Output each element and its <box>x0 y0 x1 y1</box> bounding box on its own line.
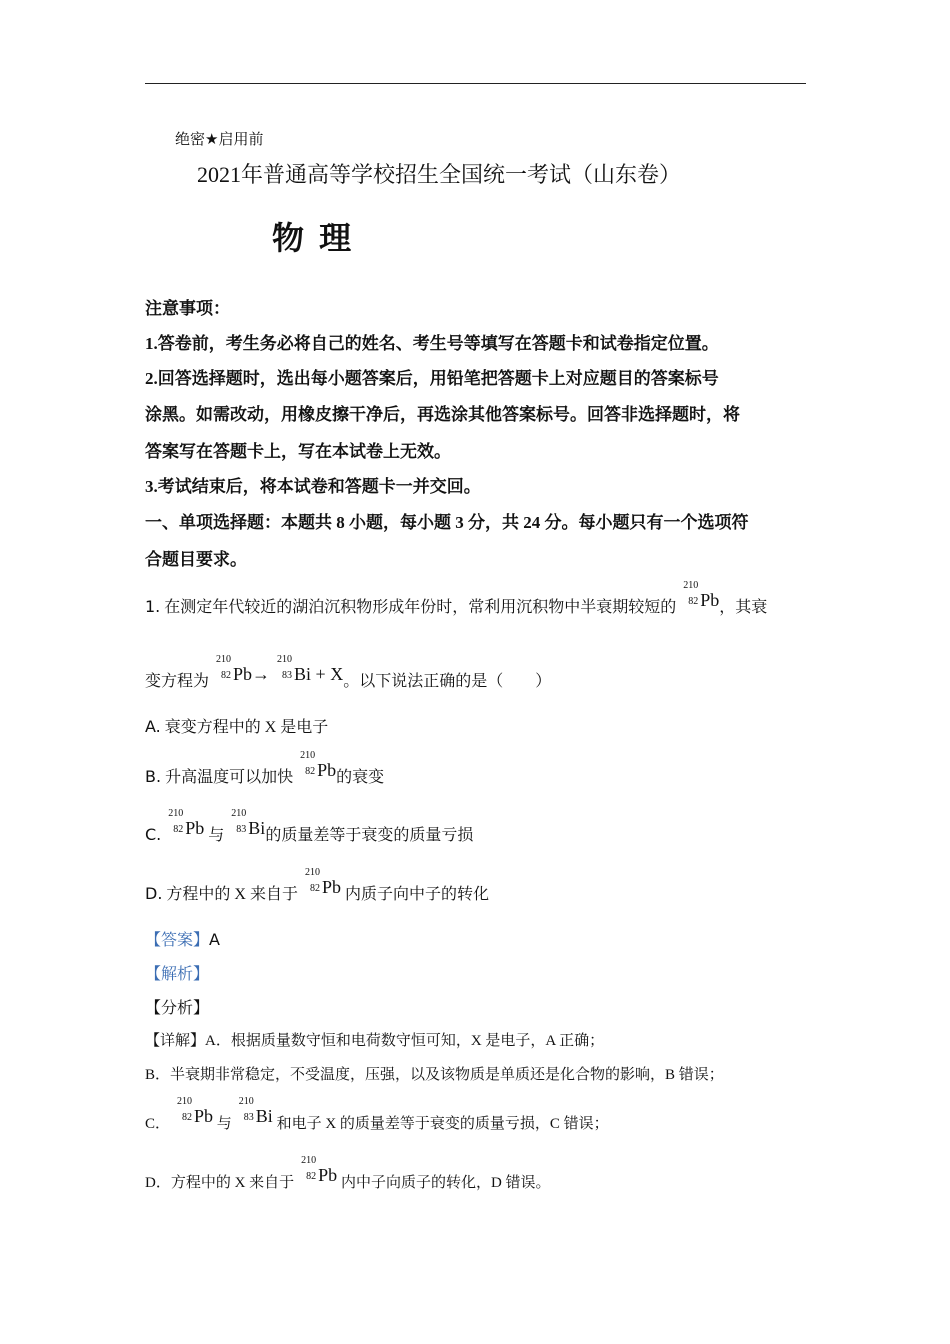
b-pb-atomic: 82 <box>305 766 316 777</box>
detail-c-pb <box>170 1096 214 1133</box>
detail-d-pre: D．方程中的 X 来自于 <box>145 1175 295 1191</box>
equation-arrow: → <box>252 664 271 684</box>
dd-pb-symbol: Pb <box>318 1165 338 1185</box>
header-rule <box>145 83 806 84</box>
eq-pb-atomic: 82 <box>221 670 232 681</box>
eq-bi-x: Bi + X <box>294 664 344 684</box>
d-pb-symbol: Pb <box>321 877 341 897</box>
option-d-pb <box>298 867 341 904</box>
dc-pb-mass: 210 <box>177 1096 193 1107</box>
detail-c-bi <box>232 1096 273 1133</box>
detail-d <box>145 1155 551 1192</box>
pb-symbol: Pb <box>700 590 720 610</box>
question-1-line-2 <box>145 654 552 691</box>
answer-tag: 【答案】 <box>145 932 210 949</box>
notice-item-2-line-1: 2.回答选择题时，选出每小题答案后，用铅笔把答题卡上对应题目的答案标号 <box>145 369 719 388</box>
question-1-line-1 <box>145 580 768 617</box>
question-stem-d: 。以下说法正确的是（ ） <box>343 673 552 690</box>
option-b-label: B. <box>145 767 162 786</box>
notice-item-2-line-2: 涂黑。如需改动，用橡皮擦干净后，再选涂其他答案标号。回答非选择题时，将 <box>145 405 740 424</box>
nuclide-pb <box>676 580 720 617</box>
dc-bi-symbol: Bi <box>255 1106 273 1126</box>
dc-bi-mass: 210 <box>238 1096 254 1107</box>
detail-c <box>145 1096 609 1133</box>
section-heading-line-2: 合题目要求。 <box>145 550 247 569</box>
dc-pb-atomic: 82 <box>182 1112 193 1123</box>
option-c-pb <box>161 808 205 845</box>
detail-d-post: 内中子向质子的转化，D 错误。 <box>340 1175 551 1191</box>
detail-a: 【详解】A．根据质量数守恒和电荷数守恒可知，X 是电子，A 正确； <box>145 1033 605 1049</box>
detail-d-pb <box>294 1155 338 1192</box>
c-bi-symbol: Bi <box>248 818 266 838</box>
exam-title: 2021年普通高等学校招生全国统一考试（山东卷） <box>197 162 682 187</box>
option-d <box>145 867 489 904</box>
dc-pb-symbol: Pb <box>194 1106 214 1126</box>
b-pb-mass: 210 <box>300 750 316 761</box>
question-number: 1. <box>145 597 161 616</box>
notice-item-2-line-3: 答案写在答题卡上，写在本试卷上无效。 <box>145 442 451 461</box>
option-d-post: 内质子向中子的转化 <box>344 886 489 903</box>
option-b-post: 的衰变 <box>336 769 385 786</box>
option-a-label: A. <box>145 717 161 736</box>
option-d-label: D. <box>145 884 163 903</box>
eq-bi-mass: 210 <box>277 654 293 665</box>
secret-label: 绝密★启用前 <box>175 130 264 148</box>
dd-pb-mass: 210 <box>301 1155 317 1166</box>
question-stem-a: 在测定年代较近的湖泊沉积物形成年份时，常利用沉积物中半衰期较短的 <box>164 599 677 616</box>
question-stem-c: 变方程为 <box>145 673 210 690</box>
eq-bi-atomic: 83 <box>282 670 293 681</box>
detail-b: B．半衰期非常稳定，不受温度，压强，以及该物质是单质还是化合物的影响，B 错误； <box>145 1067 724 1083</box>
pb-mass: 210 <box>683 580 699 591</box>
d-pb-atomic: 82 <box>309 883 320 894</box>
option-b <box>145 750 385 787</box>
option-c <box>145 808 474 845</box>
eq-pb-symbol: Pb <box>233 664 253 684</box>
detail-c-post: 和电子 X 的质量差等于衰变的质量亏损，C 错误； <box>276 1116 609 1132</box>
analysis-tag: 【解析】 <box>145 966 210 983</box>
answer-line <box>145 927 220 950</box>
notice-item-1: 1.答卷前，考生务必将自己的姓名、考生号等填写在答题卡和试卷指定位置。 <box>145 334 719 353</box>
notice-heading: 注意事项： <box>145 299 230 318</box>
b-pb-symbol: Pb <box>317 760 337 780</box>
equation-pb <box>209 654 253 691</box>
question-stem-b: ，其衰 <box>719 599 768 616</box>
notice-item-3: 3.考试结束后，将本试卷和答题卡一并交回。 <box>145 477 481 496</box>
d-pb-mass: 210 <box>304 867 320 878</box>
c-pb-symbol: Pb <box>185 818 205 838</box>
dc-bi-atomic: 83 <box>243 1112 254 1123</box>
c-bi-mass: 210 <box>231 808 247 819</box>
option-a <box>145 714 328 737</box>
option-d-pre: 方程中的 X 来自于 <box>166 886 298 903</box>
subject-title: 物 理 <box>272 219 354 257</box>
answer-value: A <box>209 930 220 949</box>
dd-pb-atomic: 82 <box>306 1171 317 1182</box>
section-heading-line-1: 一、单项选择题：本题共 8 小题，每小题 3 分，共 24 分。每小题只有一个选项符 <box>145 513 749 532</box>
c-pb-mass: 210 <box>168 808 184 819</box>
c-pb-atomic: 82 <box>173 824 184 835</box>
fenxi-tag: 【分析】 <box>145 1000 210 1017</box>
detail-c-label: C． <box>145 1116 171 1132</box>
detail-c-mid: 与 <box>216 1116 232 1132</box>
c-bi-atomic: 83 <box>236 824 247 835</box>
option-c-mid: 与 <box>208 827 225 844</box>
eq-pb-mass: 210 <box>216 654 232 665</box>
option-c-post: 的质量差等于衰变的质量亏损 <box>265 827 474 844</box>
option-a-text: 衰变方程中的 X 是电子 <box>164 719 329 736</box>
option-c-label: C. <box>145 825 162 844</box>
option-b-pre: 升高温度可以加快 <box>165 769 294 786</box>
option-c-bi <box>224 808 266 845</box>
option-b-pb <box>293 750 337 787</box>
pb-atomic: 82 <box>688 596 699 607</box>
equation-bi <box>270 654 344 691</box>
